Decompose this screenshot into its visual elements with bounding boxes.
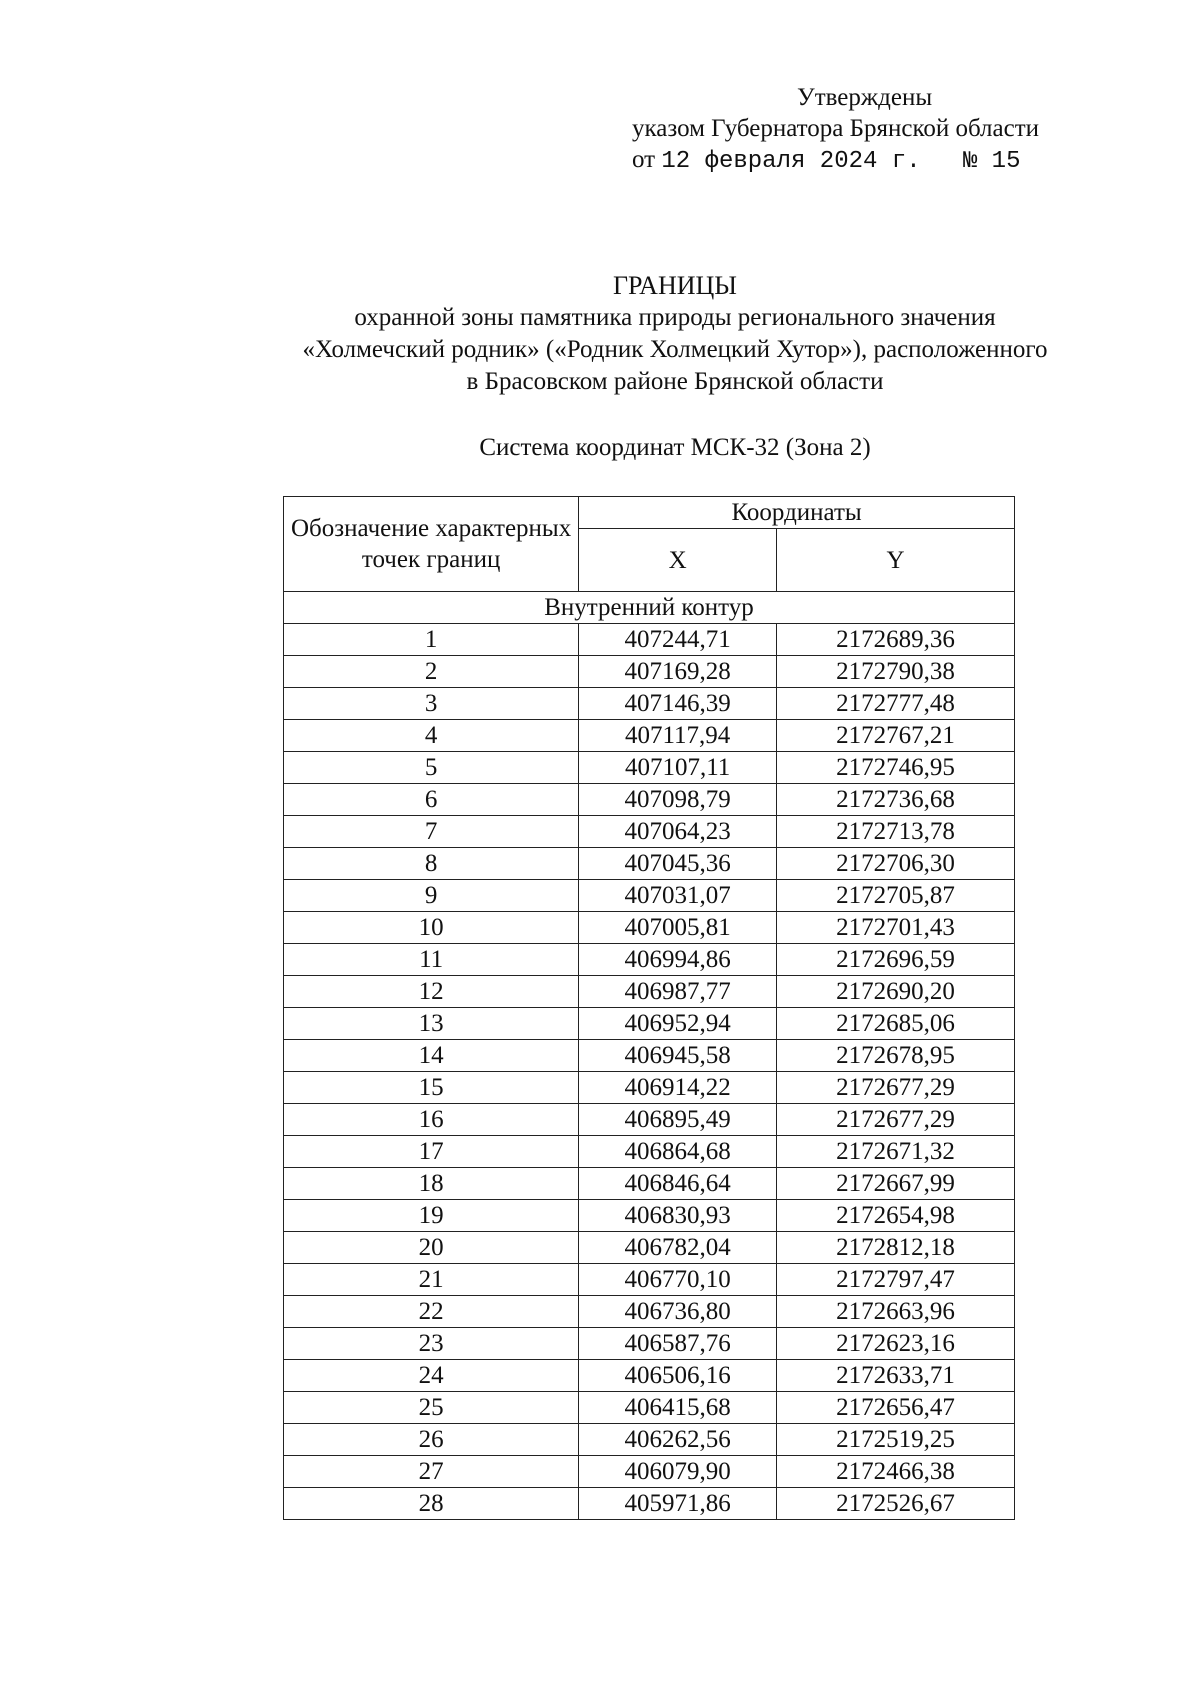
x-coordinate-cell: 406895,49 [579,1104,777,1136]
point-number-cell: 17 [284,1136,579,1168]
table-row [284,1360,1015,1392]
y-coordinate-cell: 2172777,48 [777,688,1015,720]
y-coordinate-cell: 2172667,99 [777,1168,1015,1200]
x-coordinate-cell: 406846,64 [579,1168,777,1200]
point-number-cell: 18 [284,1168,579,1200]
table-row [284,1136,1015,1168]
y-coordinate-cell: 2172633,71 [777,1360,1015,1392]
x-coordinate-cell: 407045,36 [579,848,777,880]
y-coordinate-cell: 2172671,32 [777,1136,1015,1168]
x-coordinate-cell: 406994,86 [579,944,777,976]
x-coordinate-cell: 407064,23 [579,816,777,848]
x-coordinate-cell: 406914,22 [579,1072,777,1104]
x-coordinate-cell: 406782,04 [579,1232,777,1264]
table-row [284,848,1015,880]
point-number-cell: 11 [284,944,579,976]
y-coordinate-cell: 2172689,36 [777,624,1015,656]
table-row [284,688,1015,720]
x-coordinate-cell: 407169,28 [579,656,777,688]
y-coordinate-cell: 2172706,30 [777,848,1015,880]
y-coordinate-cell: 2172654,98 [777,1200,1015,1232]
x-coordinate-cell: 407107,11 [579,752,777,784]
y-coordinate-cell: 2172466,38 [777,1456,1015,1488]
x-coordinate-cell: 407244,71 [579,624,777,656]
table-row [284,880,1015,912]
y-coordinate-cell: 2172705,87 [777,880,1015,912]
point-number-cell: 6 [284,784,579,816]
point-number-cell: 9 [284,880,579,912]
point-number-cell: 7 [284,816,579,848]
table-row [284,1072,1015,1104]
header-y: Y [777,529,1015,592]
table-row [284,1232,1015,1264]
point-number-cell: 4 [284,720,579,752]
approval-heading: Утверждены [797,84,933,111]
table-row [284,976,1015,1008]
point-number-cell: 27 [284,1456,579,1488]
y-coordinate-cell: 2172690,20 [777,976,1015,1008]
y-coordinate-cell: 2172713,78 [777,816,1015,848]
table-row [284,816,1015,848]
table-row [284,720,1015,752]
x-coordinate-cell: 406952,94 [579,1008,777,1040]
table-row [284,784,1015,816]
table-row [284,944,1015,976]
approval-stamp [632,82,1039,177]
x-coordinate-cell: 406415,68 [579,1392,777,1424]
point-number-cell: 5 [284,752,579,784]
table-row [284,1168,1015,1200]
point-number-cell: 24 [284,1360,579,1392]
header-x: X [579,529,777,592]
y-coordinate-cell: 2172767,21 [777,720,1015,752]
approval-date-prefix: от [632,146,656,173]
y-coordinate-cell: 2172701,43 [777,912,1015,944]
coordinate-system-label: Система координат МСК-32 (Зона 2) [479,434,871,461]
point-number-cell: 2 [284,656,579,688]
x-coordinate-cell: 406587,76 [579,1328,777,1360]
table-row [284,1424,1015,1456]
table-row [284,1392,1015,1424]
y-coordinate-cell: 2172677,29 [777,1104,1015,1136]
x-coordinate-cell: 406830,93 [579,1200,777,1232]
table-row [284,912,1015,944]
x-coordinate-cell: 406506,16 [579,1360,777,1392]
y-coordinate-cell: 2172797,47 [777,1264,1015,1296]
table-row [284,1200,1015,1232]
table-row [284,1296,1015,1328]
table-row [284,1456,1015,1488]
point-number-cell: 16 [284,1104,579,1136]
table-row [284,1328,1015,1360]
point-number-cell: 1 [284,624,579,656]
y-coordinate-cell: 2172519,25 [777,1424,1015,1456]
x-coordinate-cell: 406945,58 [579,1040,777,1072]
y-coordinate-cell: 2172663,96 [777,1296,1015,1328]
y-coordinate-cell: 2172812,18 [777,1232,1015,1264]
point-number-cell: 20 [284,1232,579,1264]
approval-date: 12 февраля 2024 г. [661,148,921,175]
title-main: ГРАНИЦЫ [613,271,737,300]
y-coordinate-cell: 2172790,38 [777,656,1015,688]
x-coordinate-cell: 407117,94 [579,720,777,752]
point-number-cell: 28 [284,1488,579,1520]
point-number-cell: 21 [284,1264,579,1296]
y-coordinate-cell: 2172677,29 [777,1072,1015,1104]
table-row [284,624,1015,656]
x-coordinate-cell: 406262,56 [579,1424,777,1456]
x-coordinate-cell: 406770,10 [579,1264,777,1296]
approval-date-line [632,144,1039,177]
approval-number: № 15 [962,148,1021,175]
point-number-cell: 23 [284,1328,579,1360]
document-title [0,270,1200,398]
x-coordinate-cell: 407031,07 [579,880,777,912]
x-coordinate-cell: 406736,80 [579,1296,777,1328]
point-number-cell: 13 [284,1008,579,1040]
coordinates-table [283,496,1015,1520]
point-number-cell: 14 [284,1040,579,1072]
header-coordinates: Координаты [579,497,1015,529]
x-coordinate-cell: 405971,86 [579,1488,777,1520]
section-label: Внутренний контур [284,592,1015,624]
x-coordinate-cell: 406079,90 [579,1456,777,1488]
table-row [284,1040,1015,1072]
x-coordinate-cell: 407146,39 [579,688,777,720]
x-coordinate-cell: 407098,79 [579,784,777,816]
y-coordinate-cell: 2172746,95 [777,752,1015,784]
approval-decree-line: указом Губернатора Брянской области [632,115,1040,142]
point-number-cell: 22 [284,1296,579,1328]
point-number-cell: 15 [284,1072,579,1104]
point-number-cell: 25 [284,1392,579,1424]
y-coordinate-cell: 2172678,95 [777,1040,1015,1072]
point-number-cell: 10 [284,912,579,944]
x-coordinate-cell: 406987,77 [579,976,777,1008]
y-coordinate-cell: 2172736,68 [777,784,1015,816]
x-coordinate-cell: 406864,68 [579,1136,777,1168]
y-coordinate-cell: 2172696,59 [777,944,1015,976]
point-number-cell: 8 [284,848,579,880]
title-line-3: «Холмечский родник» («Родник Холмецкий Хутор»), расположенного [302,336,1048,363]
y-coordinate-cell: 2172656,47 [777,1392,1015,1424]
table-row [284,1104,1015,1136]
y-coordinate-cell: 2172526,67 [777,1488,1015,1520]
y-coordinate-cell: 2172685,06 [777,1008,1015,1040]
table-row [284,1264,1015,1296]
table-row [284,752,1015,784]
point-number-cell: 3 [284,688,579,720]
table-row [284,1008,1015,1040]
point-number-cell: 19 [284,1200,579,1232]
point-number-cell: 12 [284,976,579,1008]
table-row [284,1488,1015,1520]
title-line-4: в Брасовском районе Брянской области [466,368,884,395]
y-coordinate-cell: 2172623,16 [777,1328,1015,1360]
point-number-cell: 26 [284,1424,579,1456]
title-line-2: охранной зоны памятника природы регионального значения [354,304,996,331]
table-row [284,656,1015,688]
x-coordinate-cell: 407005,81 [579,912,777,944]
header-designation: Обозначение характерных точек границ [284,497,579,592]
